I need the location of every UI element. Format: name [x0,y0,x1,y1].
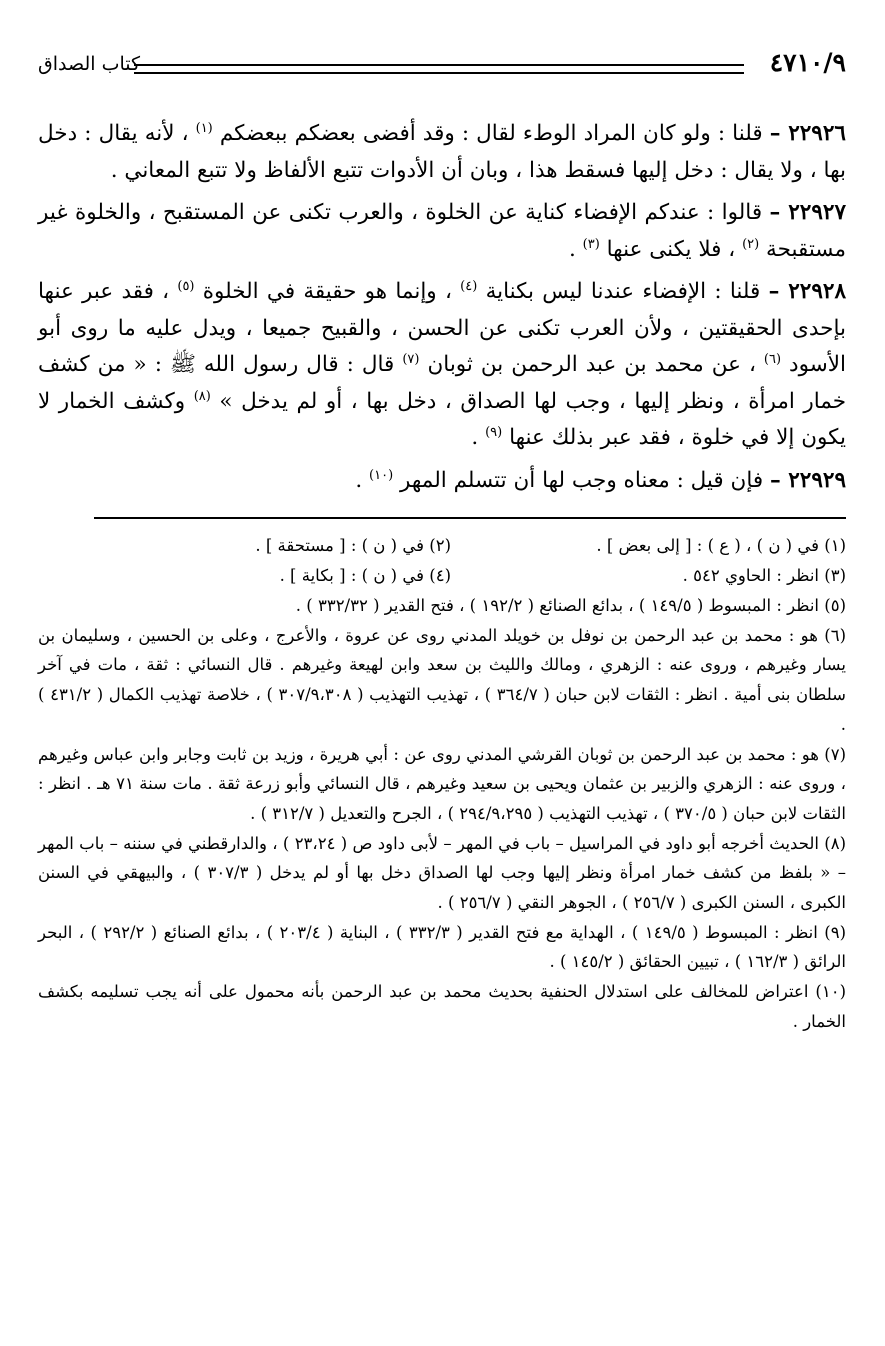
paragraph-text: ، وإنما هو حقيقة في الخلوة [202,279,452,304]
book-title: كتاب الصداق [38,53,141,75]
footnote-2: (٢) في ( ن ) : [ مستحقة ] . [255,536,451,555]
paragraph-number: ٢٢٩٢٨ – [768,279,846,304]
paragraph-22927 [38,195,846,268]
paragraph-text: وكشف الخمار لا يكون إلا في خلوة ، فقد عبر بذلك عنها [38,388,846,450]
footnote-row [38,531,846,561]
footnote-7: (٧) هو : محمد بن عبد الرحمن بن ثوبان القرشي المدني روى عن : أبي هريرة ، وزيد بن ثابت وجابر وابن عباس وغيرهم ، وروى عنه : الزهري والزبير بن عثمان ويحيى بن سعيد وغيرهم ، قال النسائي وأبو زرعة ثقة . مات سنة ٧١ هـ . انظر : الثقات لابن حبان ( ٣٧٠/٥ ) ، تهذيب التهذيب ( ٢٩٤/٩،٢٩٥ ) ، الجرح والتعديل ( ٣١٢/٧ ) . [38,744,846,823]
footnote-9: (٩) انظر : المبسوط ( ١٤٩/٥ ) ، الهداية مع فتح القدير ( ٣٣٢/٣ ) ، البناية ( ٢٠٣/٤ ) ، بدائع الصنائع ( ٢٩٢/٢ ) ، البحر الرائق ( ١٦٢/٣ ) ، تبيين الحقائق ( ١٤٥/٢ ) . [38,922,847,972]
paragraph-number: ٢٢٩٢٧ – [769,200,846,225]
footnotes [38,531,846,1037]
footnote-ref: (٣) [582,236,600,252]
paragraph-number: ٢٢٩٢٩ – [770,467,846,493]
footnote-8: (٨) الحديث أخرجه أبو داود في المراسيل – باب في المهر – لأبى داود ص ( ٢٣،٢٤ ) ، والدارقطني في سننه – باب المهر – « بلفظ من كشف خمار امرأة ونظر إليها وجب لها الصداق دخل بها أو لم يدخل ( ٣٠٧/٣ ) ، والبيهقي في السنن الكبرى ، السنن الكبرى ( ٢٥٦/٧ ) ، الجوهر النقي ( ٢٥٦/٧ ) . [38,833,847,913]
footnote-1: (١) في ( ن ) ، ( ع ) : [ إلى بعض ] . [596,536,846,555]
footnote-ref: (٥) [177,278,195,294]
footnote-4: (٤) في ( ن ) : [ بكاية ] . [279,566,451,585]
paragraph-text: ، عن محمد بن عبد الرحمن بن ثوبان [427,352,756,377]
paragraph-text: قال : قال رسول الله ﷺ : « من كشف خمار امرأة ، ونظر إليها ، وجب لها الصداق ، دخل بها ، أو لم يدخل » [38,352,846,414]
footnote-row [38,561,846,591]
footnote-ref: (٨) [193,388,211,404]
paragraph-text: قلنا : الإفضاء عندنا ليس بكناية [485,279,761,304]
footnote-ref: (٦) [763,351,782,367]
footnote-10: (١٠) اعتراض للمخالف على استدلال الحنفية بحديث محمد بن عبد الرحمن بأنه محمول على أنه يجب تسليمه بكشف الخمار . [38,982,846,1031]
document-page [38,48,846,1037]
page-header [38,48,846,88]
paragraph-text: . [568,236,576,262]
paragraph-text: ، لأنه يقال : دخل بها ، ولا يقال : دخل إليها فسقط هذا ، وبان أن الأدوات تتبع الألفاظ ولا تتبع المعاني . [38,121,846,183]
footnote-divider [94,517,846,519]
paragraph-text: . [471,425,479,450]
paragraph-text: قلنا : ولو كان المراد الوطء لقال : وقد أفضى بعضكم ببعضكم [219,121,763,146]
paragraph-22928 [38,274,846,457]
page-number: ٤٧١٠/٩ [769,48,846,77]
paragraph-22926 [38,116,846,189]
footnote-ref: (٩) [485,424,503,440]
paragraph-text: قالوا : عندكم الإفضاء كناية عن الخلوة ، والعرب تكنى عن المستقبح ، والخلوة غير مستقبحة [38,200,846,262]
paragraph-text: ، فلا يكنى عنها [606,236,736,262]
main-text [38,116,846,499]
footnote-ref: (١٠) [369,467,394,483]
footnote-3: (٣) انظر : الحاوي ٥٤٢ . [682,566,846,585]
paragraph-number: ٢٢٩٢٦ – [769,121,846,146]
footnote-ref: (١) [195,120,213,136]
footnote-ref: (٢) [742,236,760,252]
paragraph-text: فإن قيل : معناه وجب لها أن تتسلم المهر [400,467,764,493]
footnote-ref: (٧) [402,351,420,367]
paragraph-22929 [38,463,846,500]
paragraph-text: . [355,467,363,493]
footnote-5: (٥) انظر : المبسوط ( ١٤٩/٥ ) ، بدائع الصنائع ( ١٩٢/٢ ) ، فتح القدير ( ٣٣٢/٣٢ ) . [295,596,846,615]
paragraph-text: ، فقد عبر عنها بإحدى الحقيقتين ، ولأن العرب تكنى عن الحسن ، والقبيح جميعا ، ويدل عليه ما روى أبو الأسود [38,279,846,377]
header-double-rule [134,64,744,74]
footnote-6: (٦) هو : محمد بن عبد الرحمن بن نوفل بن خويلد المدني روى عن عروة ، والأعرج ، وعلى بن الحسين ، وسليمان بن يسار وغيرهم ، وروى عنه : الزهري ، ومالك والليث بن سعد وابن لهيعة وغيرهم . قال النسائي : ثقة ، مات في آخر سلطان بنى أمية . انظر : الثقات لابن حبان ( ٣٦٤/٧ ) ، تهذيب التهذيب ( ٣٠٧/٩،٣٠٨ ) ، خلاصة تهذيب الكمال ( ٤٣١/٢ ) . [38,625,847,734]
footnote-ref: (٤) [460,278,478,294]
